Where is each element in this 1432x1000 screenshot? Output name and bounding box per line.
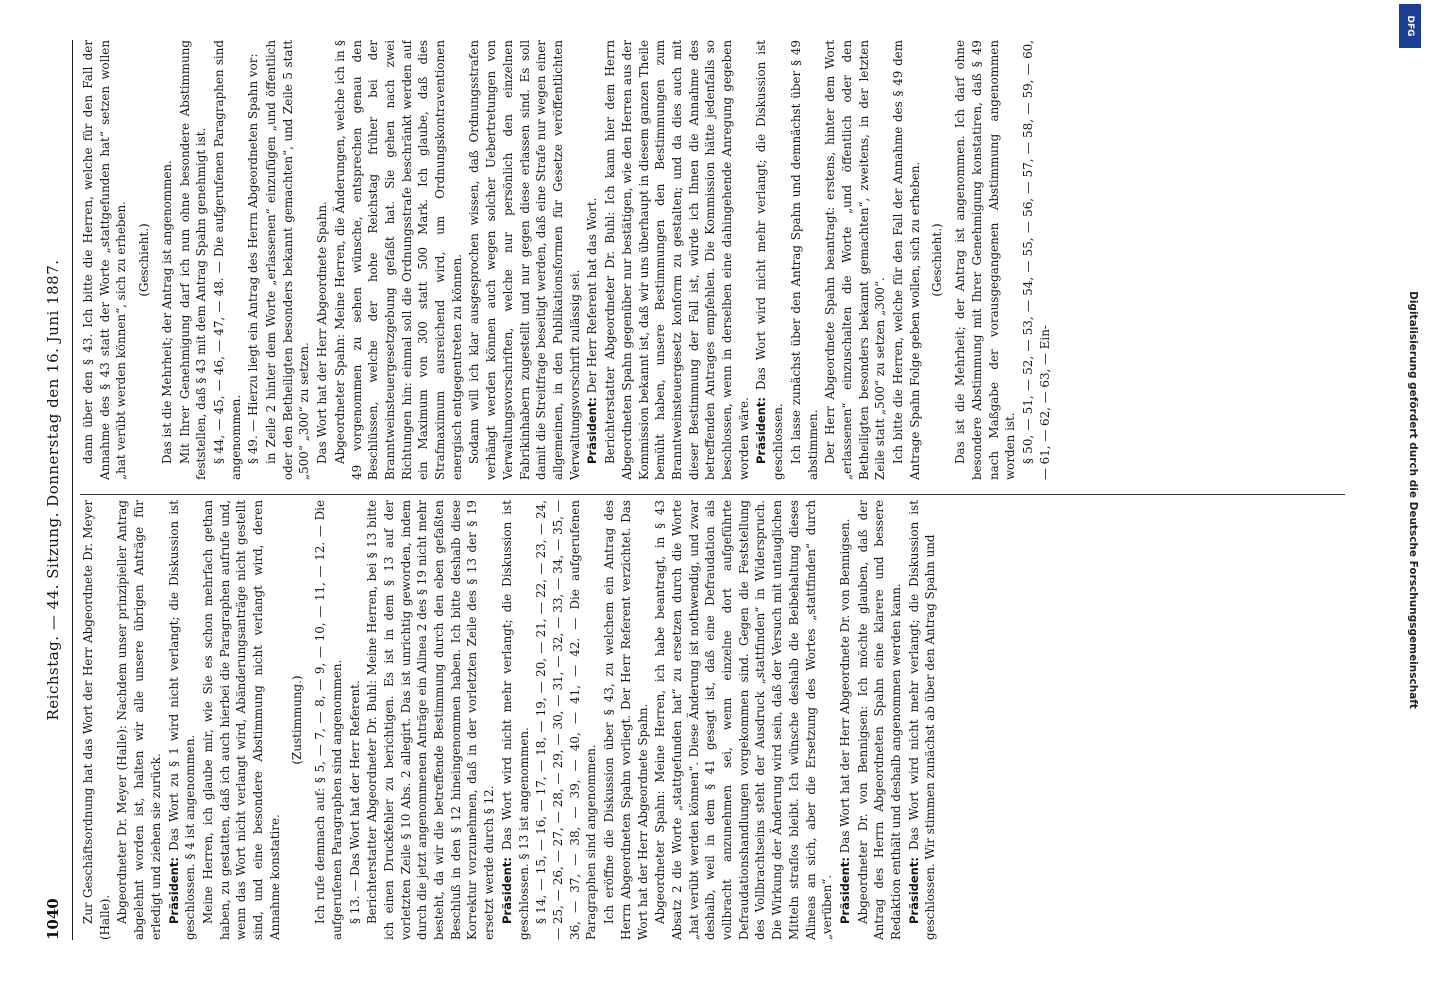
paragraph [245,40,262,480]
header-rule [72,40,73,940]
digitization-note [1402,0,1424,1000]
paragraph-text: (Geschieht.) [137,223,152,297]
column-divider [80,494,1345,495]
paragraph [906,500,939,940]
paragraph [952,40,1019,480]
paragraph-text: Abgeordneter Dr. Meyer (Halle): Nachdem unser prinzipieller Antrag abgelehnt worden ist, halten wir alle unsere übrigen Anträge für erledigt und ziehen sie zurück. [115,500,163,940]
paragraph-text: dann über den § 43. Ich bitte die Herren, welche für den Fall der Annahme des § 43 statt der Worte „stattgefunden hat“ setzen wollen „hat verübt werden können“, sich zu erheben. [81,40,129,480]
paragraph-text: in Zeile 2 hinter dem Worte „erlassenen“ einzufügen „und öffentlich oder den Betheiligten besonders bekannt gemachten“, und Zeile 5 statt „500“ „300“ zu setzen. [264,40,312,480]
paragraph [314,40,331,480]
stage-direction [136,40,153,480]
speaker-label: Präsident: [754,397,769,464]
paragraph [1020,40,1053,480]
paragraph-text: § 49. — Hierzu liegt ein Antrag des Herrn Abgeordneten Spahn vor: [246,53,261,464]
dfg-logo [1399,4,1421,48]
right-column [80,40,1345,480]
left-column [80,500,1345,940]
paragraph-text: Das Wort hat der Herr Abgeordnete Dr. von Bennigsen. [837,518,852,858]
speaker-label: Präsident: [585,397,600,464]
dfg-logo-text: DFG [1405,15,1415,37]
paragraph-text: § 50, — 51, — 52, — 53, — 54, — 55, — 56, — 57, — 58, — 59, — 60, — 61, — 62, — 63, — Ein- [1020,40,1052,480]
speaker-label: Präsident: [906,857,921,924]
paragraph-text: (Geschieht.) [930,223,945,297]
paragraph-text: Das Wort hat der Herr Abgeordnete Spahn. [315,201,330,464]
stage-direction [929,40,946,480]
digitization-note-text: Digitalisierung gefördert durch die Deutsche Forschungsgemeinschaft [1407,291,1419,709]
paragraph [584,40,601,480]
speaker-label: Präsident: [499,857,514,924]
paragraph [364,500,498,940]
paragraph-text: Das Wort wird nicht mehr verlangt; die Diskussion ist geschlossen. [754,40,786,480]
stage-direction [289,500,306,940]
paragraph [80,500,113,940]
paragraph [499,500,532,940]
paragraph [602,40,752,480]
running-head [44,40,68,940]
paragraph-text: (Zustimmung.) [290,675,305,765]
paragraph [837,500,854,940]
paragraph [652,500,836,940]
paragraph-text: § 44, — 45, — 46, — 47, — 48. — Die aufgerufenen Paragraphen sind angenommen. [211,40,243,480]
paragraph [332,40,466,480]
paragraph [753,40,786,480]
paragraph-text: Mit Ihrer Genehmigung darf ich nun ohne besondere Abstimmung feststellen, daß § 43 mit dem Antrag Spahn genehmigt ist. [177,40,209,480]
paragraph-text: Der Herr Abgeordnete Spahn beantragt: erstens, hinter dem Wort „erlassenen“ einzuschalten die Worte „und öffentlich oder den Betheiligten besonders bekannt gemachten“, zweitens, in der letzten Zeile statt „500“ zu setzen „300“. [823,40,888,480]
paragraph [855,500,905,940]
paragraph [211,40,244,480]
paragraph-text: Der Herr Referent hat das Wort. [585,197,600,398]
paragraph [263,40,313,480]
paragraph [114,500,164,940]
paragraph-text: Berichterstatter Abgeordneter Dr. Buhl: Ich kann hier dem Herrn Abgeordneten Spahn gegenüber nur bestätigen, wie den Herren aus der Kommission bekannt ist, daß wir uns überhaupt in diesem ganzen Theile bemüht haben, unsere Bestimmungen den Bestimmungen zum Branntweinsteuergesetz konform zu gestalten; und da dies auch mit dieser Bestimmung der Fall ist, würde ich Ihnen die Annahme des betreffenden Antrages empfehlen. Die Kommission hätte jedenfalls so beschlossen, wenn in derselben eine dahingehende Anregung gegeben worden wäre. [603,40,751,480]
paragraph-text: Das Wort wird nicht mehr verlangt; die Diskussion ist geschlossen. § 13 ist angenommen. [499,500,531,940]
paragraph-text: Meine Herren, ich glaube mir, wie Sie es schon mehrfach gethan haben, zu gestatten, daß ich auch hierbei die Paragraphen aufrufe und, wenn das Wort nicht verlangt wird, Abänderungsanträge nicht gestellt sind, und eine besondere Abstimmung nicht verlangt wird, deren Annahme konstatire. [200,500,282,940]
page-number: 1040 [44,898,62,940]
paragraph-text: Das Wort zu § 1 wird nicht verlangt; die Diskussion ist geschlossen. § 4 ist angenommen. [166,500,198,940]
paragraph [347,500,364,940]
paragraph [788,40,821,480]
paragraph-text: Ich lasse zunächst über den Antrag Spahn und demnächst über § 49 abstimmen. [788,40,820,480]
paragraph [159,40,176,480]
paragraph-text: Sodann will ich klar ausgesprochen wissen, daß Ordnungsstrafen verhängt werden können auch wegen solcher Uebertretungen von Verwaltungsvorschriften, welche nur persönlich den einzelnen Fabrikinhabern zugestellt und nur gegen diese erlassen sind. Es soll damit die Streitfrage beseitigt werden, daß eine Strafe nur wegen einer allgemeinen, in den Publikationsformen für Gesetze veröffentlichten Verwaltungsvorschrift zulässig sei. [467,40,582,480]
paragraph-text: Das ist die Mehrheit; der Antrag ist angenommen. [159,160,174,464]
paragraph-text: Abgeordneter Dr. von Bennigsen: Ich möchte glauben, daß der Antrag des Herrn Abgeordneten Spahn eine klarere und bessere Redaktion enthält und deshalb angenommen werden kann. [855,500,904,940]
paragraph-text: Ich bitte die Herren, welche für den Fall der Annahme des § 49 dem Antrage Spahn Folge geben wollen, sich zu erheben. [891,40,922,480]
paragraph-text: Berichterstatter Abgeordneter Dr. Buhl: Meine Herren, bei § 13 bitte ich einen Druckfehler zu berichtigen. Es ist in dem § 13 auf der vorletzten Zeile § 10 Abs. 2 allegirt. Das ist unrichtig geworden, indem durch die jetzt angenommenen Anträge ein Alinea 2 des § 19 nicht mehr besteht, da wir die betreffende Bestimmung durch den eben gefaßten Beschluß in den § 12 hineingenommen haben. Ich bitte deshalb diese Korrektur vorzunehmen, daß in der vorletzten Zeile des § 13 der § 19 ersetzt werde durch § 12. [365,500,497,940]
paragraph-text: Das Wort wird nicht mehr verlangt; die Diskussion ist geschlossen. Wir stimmen zunächst ab über den Antrag Spahn und [906,500,938,940]
paragraph [466,40,583,480]
paragraph [177,40,210,480]
speaker-label: Präsident: [166,857,181,924]
paragraph [166,500,199,940]
running-title: Reichstag. — 44. Sitzung. Donnerstag den 16. Juni 1887. [44,259,62,721]
paragraph [533,500,600,940]
paragraph [601,500,651,940]
paragraph-text: § 14, — 15, — 16, — 17, — 18, — 19, — 20, — 21, — 22, — 23, — 24, — 25, — 26, — 27, — 28, — 29, — 30, — 31, — 32, — 33, — 34, — 35, — 36, — 37, — 38, — 39, — 40, — 41, — 42. — Die aufgerufenen Paragraphen sind angenommen. [534,500,599,940]
speaker-label: Präsident: [837,857,852,924]
paragraph [200,500,284,940]
paragraph [890,40,923,480]
paragraph-text: Das ist die Mehrheit; der Antrag ist angenommen. Ich darf ohne besondere Abstimmung mit Ihrer Genehmigung konstatiren, daß § 49 nach Maßgabe der vorausgegangenen Abstimmung angenommen worden ist. [953,40,1018,480]
paragraph-text: Ich rufe demnach auf: § 5, — 7, — 8, — 9, — 10, — 11, — 12. — Die aufgerufenen Paragraphen sind angenommen. [313,500,344,940]
paragraph [80,40,130,480]
paragraph [822,40,889,480]
paragraph-text: Abgeordneter Spahn: Meine Herren, die Änderungen, welche ich in § 49 vorgenommen zu sehen wünsche, entsprechen genau den Beschlüssen, welche der hohe Reichstag früher bei der Branntweinsteuergesetzgebung gefaßt hat. Sie gehen nach zwei Richtungen hin: einmal soll die Ordnungsstrafe beschränkt werden auf ein Maximum von 300 statt 500 Mark. Ich glaube, daß dies Strafmaximum ausreichend wird, um Ordnungskontraventionen energisch entgegentreten zu können. [332,40,464,480]
paragraph-text: Abgeordneter Spahn: Meine Herren, ich habe beantragt, in § 43 Absatz 2 die Worte „stattgefunden hat“ zu ersetzen durch die Worte „hat verübt werden können“. Diese Änderung ist nothwendig, und zwar deshalb, weil in dem § 41 gesagt ist, daß eine Defraudation als vollbracht anzunehmen sei, wenn einzelne dort aufgeführte Defraudationshandlungen vorgekommen sind. Gegen die Feststellung des Vollbrachtseins steht der Ausdruck „stattfinden“ in Widerspruch. Die Wirkung der Änderung wird sein, daß der Versuch mit untauglichen Mitteln straflos bleibt. Ich wünsche deshalb die Beibehaltung dieses Alineas an sich, aber die Ersetzung des Wortes „stattfinden“ durch „verüben“. [653,500,835,940]
paragraph-text: § 13. — Das Wort hat der Herr Referent. [347,680,362,924]
paragraph-text: Ich eröffne die Diskussion über § 43, zu welchem ein Antrag des Herrn Abgeordneten Spahn vorliegt. Der Herr Referent verzichtet. Das Wort hat der Herr Abgeordnete Spahn. [602,500,650,940]
paragraph [312,500,345,940]
paragraph-text: Zur Geschäftsordnung hat das Wort der Herr Abgeordnete Dr. Meyer (Halle). [81,500,112,940]
